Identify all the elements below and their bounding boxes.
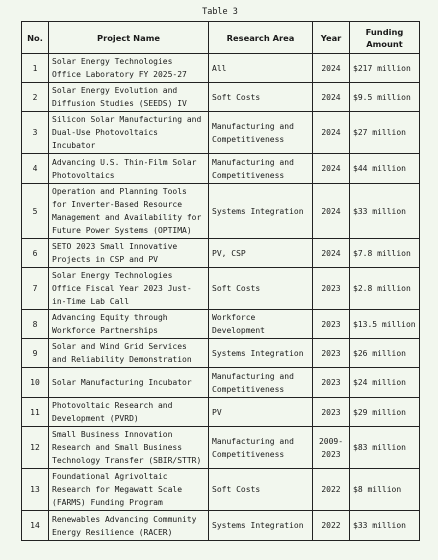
table-row <box>22 368 420 398</box>
cell-project-name: Solar Energy Technologies Office Fiscal Year 2023 Just-in-Time Lab Call <box>49 268 209 310</box>
table-row <box>22 339 420 368</box>
cell-funding-amount: $27 million <box>350 112 420 154</box>
table-row <box>22 184 420 239</box>
cell-funding-amount: $33 million <box>350 184 420 239</box>
cell-funding-amount: $7.8 million <box>350 239 420 268</box>
cell-funding-amount: $44 million <box>350 154 420 184</box>
table-row <box>22 112 420 154</box>
table-row <box>22 310 420 339</box>
cell-year: 2023 <box>313 368 350 398</box>
cell-no: 2 <box>22 83 49 112</box>
cell-no: 4 <box>22 154 49 184</box>
cell-no: 7 <box>22 268 49 310</box>
header-research-area: Research Area <box>209 22 313 54</box>
header-funding-amount: Funding Amount <box>350 22 420 54</box>
cell-project-name: Advancing Equity through Workforce Partnerships <box>49 310 209 339</box>
cell-year: 2024 <box>313 184 350 239</box>
cell-project-name: Photovoltaic Research and Development (PVRD) <box>49 398 209 427</box>
cell-project-name: Solar Energy Evolution and Diffusion Studies (SEEDS) IV <box>49 83 209 112</box>
cell-year: 2022 <box>313 511 350 541</box>
cell-year: 2024 <box>313 239 350 268</box>
cell-no: 8 <box>22 310 49 339</box>
cell-funding-amount: $26 million <box>350 339 420 368</box>
table-row <box>22 469 420 511</box>
cell-year: 2023 <box>313 398 350 427</box>
cell-research-area: PV, CSP <box>209 239 313 268</box>
cell-project-name: Small Business Innovation Research and Small Business Technology Transfer (SBIR/STTR) <box>49 427 209 469</box>
cell-funding-amount: $217 million <box>350 54 420 83</box>
cell-no: 12 <box>22 427 49 469</box>
cell-project-name: Renewables Advancing Community Energy Resilience (RACER) <box>49 511 209 541</box>
table-row <box>22 268 420 310</box>
table-row <box>22 54 420 83</box>
cell-year: 2024 <box>313 54 350 83</box>
funding-table <box>21 21 420 541</box>
cell-funding-amount: $83 million <box>350 427 420 469</box>
cell-year: 2023 <box>313 310 350 339</box>
cell-research-area: Workforce Development <box>209 310 313 339</box>
cell-project-name: Solar Manufacturing Incubator <box>49 368 209 398</box>
cell-project-name: SETO 2023 Small Innovative Projects in CSP and PV <box>49 239 209 268</box>
cell-year: 2024 <box>313 83 350 112</box>
cell-project-name: Solar Energy Technologies Office Laboratory FY 2025-27 <box>49 54 209 83</box>
cell-funding-amount: $9.5 million <box>350 83 420 112</box>
cell-project-name: Foundational Agrivoltaic Research for Megawatt Scale (FARMS) Funding Program <box>49 469 209 511</box>
table-row <box>22 154 420 184</box>
header-year: Year <box>313 22 350 54</box>
cell-research-area: Systems Integration <box>209 184 313 239</box>
table-row <box>22 83 420 112</box>
cell-funding-amount: $8 million <box>350 469 420 511</box>
cell-research-area: Systems Integration <box>209 339 313 368</box>
cell-project-name: Operation and Planning Tools for Inverter-Based Resource Management and Availability for Future Power Systems (OPTIMA) <box>49 184 209 239</box>
cell-year: 2022 <box>313 469 350 511</box>
cell-no: 13 <box>22 469 49 511</box>
table-row <box>22 239 420 268</box>
cell-no: 9 <box>22 339 49 368</box>
cell-no: 5 <box>22 184 49 239</box>
cell-year: 2024 <box>313 154 350 184</box>
cell-year: 2009-2023 <box>313 427 350 469</box>
cell-project-name: Solar and Wind Grid Services and Reliability Demonstration <box>49 339 209 368</box>
cell-research-area: Systems Integration <box>209 511 313 541</box>
header-no: No. <box>22 22 49 54</box>
cell-research-area: Soft Costs <box>209 469 313 511</box>
cell-research-area: Soft Costs <box>209 83 313 112</box>
cell-year: 2024 <box>313 112 350 154</box>
table-row <box>22 427 420 469</box>
cell-research-area: All <box>209 54 313 83</box>
cell-project-name: Advancing U.S. Thin-Film Solar Photovoltaics <box>49 154 209 184</box>
cell-no: 3 <box>22 112 49 154</box>
cell-project-name: Silicon Solar Manufacturing and Dual-Use Photovoltaics Incubator <box>49 112 209 154</box>
cell-no: 10 <box>22 368 49 398</box>
cell-year: 2023 <box>313 268 350 310</box>
cell-funding-amount: $2.8 million <box>350 268 420 310</box>
cell-research-area: Soft Costs <box>209 268 313 310</box>
cell-year: 2023 <box>313 339 350 368</box>
header-project-name: Project Name <box>49 22 209 54</box>
table-row <box>22 398 420 427</box>
table-body <box>22 54 420 541</box>
cell-no: 11 <box>22 398 49 427</box>
cell-no: 1 <box>22 54 49 83</box>
table-caption: Table 3 <box>202 7 238 17</box>
cell-funding-amount: $29 million <box>350 398 420 427</box>
cell-research-area: PV <box>209 398 313 427</box>
cell-research-area: Manufacturing and Competitiveness <box>209 368 313 398</box>
cell-research-area: Manufacturing and Competitiveness <box>209 427 313 469</box>
cell-no: 6 <box>22 239 49 268</box>
table-header-row <box>22 22 420 54</box>
cell-funding-amount: $24 million <box>350 368 420 398</box>
cell-funding-amount: $33 million <box>350 511 420 541</box>
cell-funding-amount: $13.5 million <box>350 310 420 339</box>
cell-research-area: Manufacturing and Competitiveness <box>209 112 313 154</box>
table-row <box>22 511 420 541</box>
cell-research-area: Manufacturing and Competitiveness <box>209 154 313 184</box>
cell-no: 14 <box>22 511 49 541</box>
